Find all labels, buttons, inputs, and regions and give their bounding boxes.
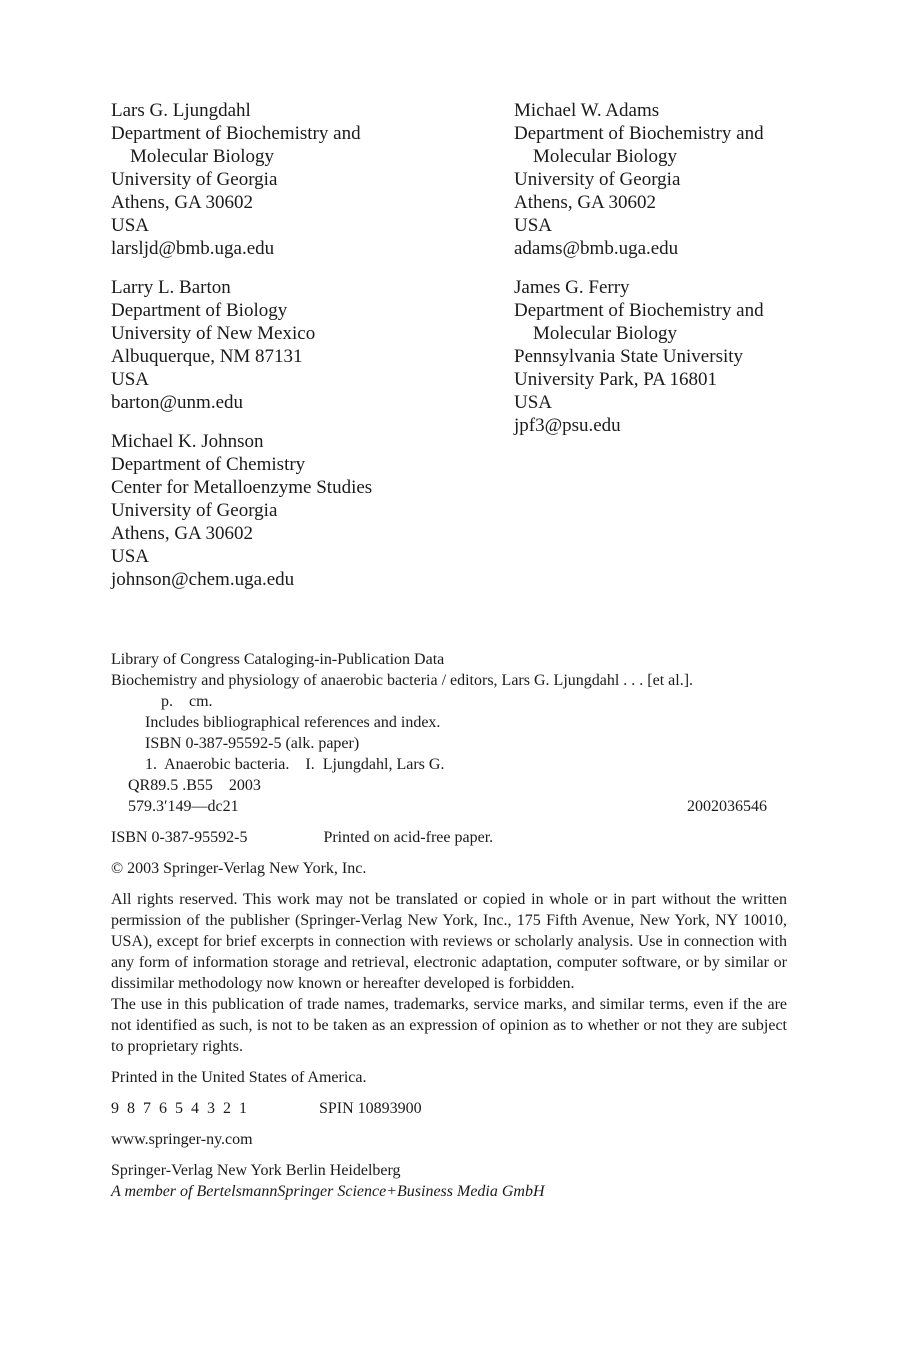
editor-email: larsljd@bmb.uga.edu: [111, 238, 275, 259]
spin-number: SPIN 10893900: [319, 1100, 422, 1117]
editor-name: Lars G. Ljungdahl: [111, 100, 251, 121]
editor-department: Department of Biochemistry and: [514, 300, 764, 321]
cip-heading: Library of Congress Cataloging-in-Publication Data: [111, 651, 445, 668]
editor-country: USA: [514, 392, 553, 413]
editor-name: James G. Ferry: [514, 277, 630, 298]
editor-institution: Pennsylvania State University: [514, 346, 744, 367]
printing-numbers: 9 8 7 6 5 4 3 2 1: [111, 1100, 247, 1117]
isbn-row: [111, 827, 787, 848]
editor-department: Department of Biochemistry and: [111, 123, 361, 144]
editor-country: USA: [111, 546, 150, 567]
cip-isbn: ISBN 0-387-95592-5 (alk. paper): [145, 735, 360, 752]
editor-institution: University of Georgia: [111, 500, 278, 521]
editor-name: Michael K. Johnson: [111, 431, 264, 452]
editor-department-cont: Molecular Biology: [130, 146, 275, 167]
publisher-member-line: A member of BertelsmannSpringer Science+Business Media GmbH: [111, 1183, 545, 1200]
editor-city: Athens, GA 30602: [111, 523, 253, 544]
cip-pages: p. cm.: [161, 693, 213, 710]
editor-country: USA: [514, 215, 553, 236]
editor-block-ljungdahl: [111, 99, 491, 260]
editor-department-cont: Molecular Biology: [533, 323, 678, 344]
acid-free-text: Printed on acid-free paper.: [323, 829, 494, 846]
rights-block: [111, 827, 787, 1212]
cip-title-line: Biochemistry and physiology of anaerobic bacteria / editors, Lars G. Ljungdahl . . . [et al.].: [111, 672, 694, 689]
editor-country: USA: [111, 369, 150, 390]
all-rights-reserved-paragraph: All rights reserved. This work may not be translated or copied in whole or in part without the written permission of the publisher (Springer-Verlag New York, Inc., 175 Fifth Avenue, New York, NY 10010, USA), except for brief excerpts in connection with reviews or scholarly analysis. Use in connection with any form of information storage and retrieval, electronic adaptation, computer software, or by similar or dissimilar methodology now known or hereafter developed is forbidden.: [111, 891, 787, 992]
editor-email: johnson@chem.uga.edu: [111, 569, 295, 590]
cip-dewey-row: [111, 796, 767, 817]
editor-block-ferry: [514, 276, 814, 437]
editor-name: Michael W. Adams: [514, 100, 660, 121]
cip-lc-class: QR89.5 .B55 2003: [128, 777, 261, 794]
editor-city: Athens, GA 30602: [111, 192, 253, 213]
printed-in-text: Printed in the United States of America.: [111, 1069, 367, 1086]
cip-lccn: 2002036546: [687, 798, 767, 815]
editor-country: USA: [111, 215, 150, 236]
editor-department-cont: Molecular Biology: [533, 146, 678, 167]
cip-includes: Includes bibliographical references and index.: [145, 714, 441, 731]
cip-subjects: 1. Anaerobic bacteria. I. Ljungdahl, Lars G.: [145, 756, 445, 773]
editor-block-adams: [514, 99, 814, 260]
editor-institution: University of Georgia: [111, 169, 278, 190]
editor-city: Athens, GA 30602: [514, 192, 656, 213]
cip-data-block: [111, 649, 767, 817]
editor-department: Department of Biology: [111, 300, 288, 321]
publisher-website: www.springer-ny.com: [111, 1131, 253, 1148]
editor-institution: University of New Mexico: [111, 323, 316, 344]
copyright-notice: © 2003 Springer-Verlag New York, Inc.: [111, 860, 367, 877]
editor-email: jpf3@psu.edu: [514, 415, 621, 436]
editor-block-barton: [111, 276, 491, 414]
editor-name: Larry L. Barton: [111, 277, 231, 298]
editor-city: Albuquerque, NM 87131: [111, 346, 303, 367]
editor-block-johnson: [111, 430, 491, 591]
printing-row: [111, 1098, 787, 1119]
editors-right-column: [514, 99, 814, 453]
editor-department: Department of Chemistry: [111, 454, 306, 475]
isbn-text: ISBN 0-387-95592-5: [111, 829, 248, 846]
editor-center: Center for Metalloenzyme Studies: [111, 477, 373, 498]
publisher-line: Springer-Verlag New York Berlin Heidelberg: [111, 1162, 401, 1179]
editor-email: adams@bmb.uga.edu: [514, 238, 679, 259]
editor-institution: University of Georgia: [514, 169, 681, 190]
trade-names-paragraph: The use in this publication of trade names, trademarks, service marks, and similar terms, even if the are not identified as such, is not to be taken as an expression of opinion as to whether or not they are subject to proprietary rights.: [111, 996, 787, 1055]
editor-email: barton@unm.edu: [111, 392, 243, 413]
editor-department: Department of Biochemistry and: [514, 123, 764, 144]
cip-dewey: 579.3′149—dc21: [128, 798, 239, 815]
editors-left-column: [111, 99, 491, 607]
editor-city: University Park, PA 16801: [514, 369, 718, 390]
